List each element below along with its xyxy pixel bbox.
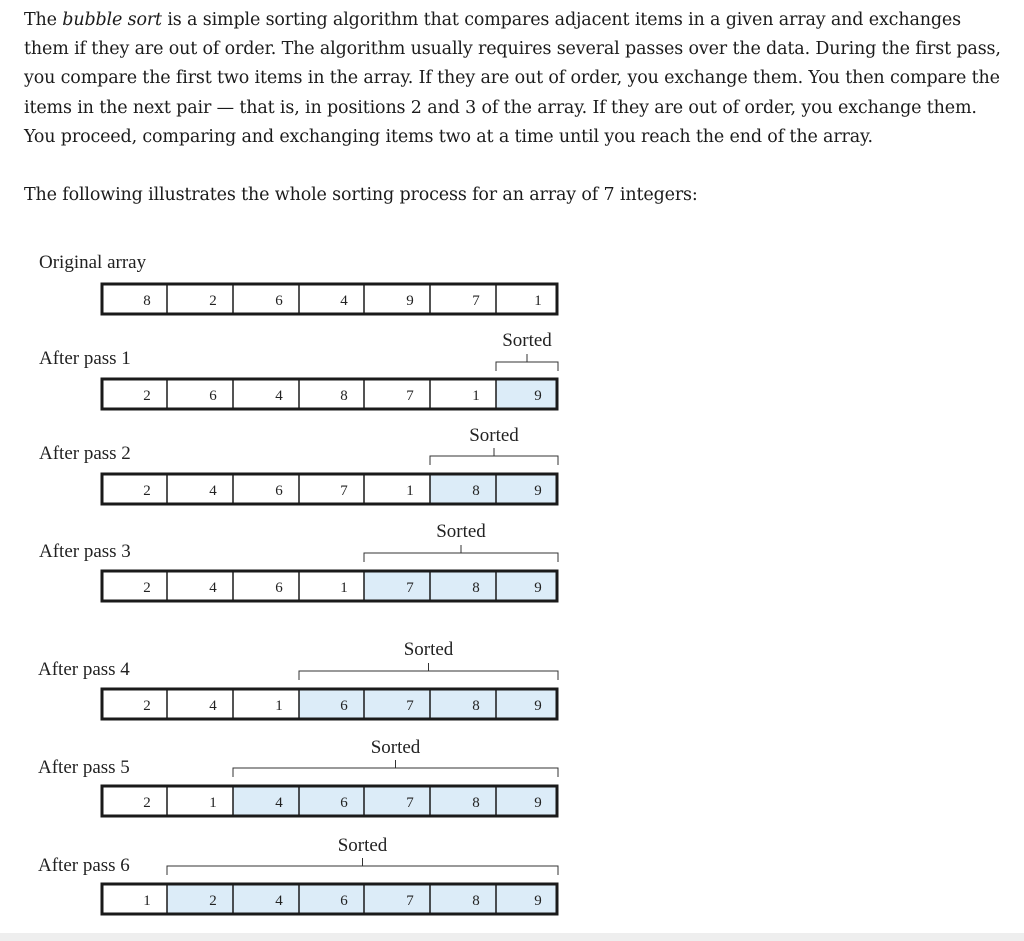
sorted-cell bbox=[233, 785, 299, 817]
cell-value: 1 bbox=[143, 893, 151, 909]
sorted-cell bbox=[233, 883, 299, 915]
cell-value: 1 bbox=[472, 388, 480, 404]
cell-value: 2 bbox=[143, 388, 151, 404]
bottom-scroll-edge bbox=[0, 933, 1024, 941]
array-cell bbox=[364, 283, 430, 315]
sorted-cell bbox=[496, 688, 558, 720]
cell-value: 6 bbox=[275, 580, 283, 596]
cell-value: 4 bbox=[275, 388, 283, 404]
cell-value: 2 bbox=[143, 698, 151, 714]
cell-value: 2 bbox=[209, 293, 217, 309]
sorted-cell bbox=[430, 570, 496, 602]
bubble-sort-term: bubble sort bbox=[62, 10, 162, 30]
cell-value: 7 bbox=[472, 293, 480, 309]
cell-value: 1 bbox=[534, 293, 542, 309]
sorted-cell bbox=[299, 785, 364, 817]
cell-value: 6 bbox=[209, 388, 217, 404]
array-cell bbox=[299, 473, 364, 505]
cell-value: 6 bbox=[340, 795, 348, 811]
array-cell bbox=[496, 283, 558, 315]
cell-value: 8 bbox=[472, 698, 480, 714]
sorted-cell bbox=[430, 785, 496, 817]
array-cell bbox=[430, 378, 496, 410]
cell-value: 2 bbox=[143, 580, 151, 596]
array-cell bbox=[101, 473, 167, 505]
array-cell bbox=[364, 378, 430, 410]
sorted-label: Sorted bbox=[436, 521, 486, 542]
sorted-bracket bbox=[364, 553, 558, 562]
cell-value: 9 bbox=[406, 293, 414, 309]
array-cell bbox=[101, 785, 167, 817]
pass-label: After pass 4 bbox=[38, 659, 130, 680]
cell-value: 4 bbox=[340, 293, 348, 309]
cell-value: 7 bbox=[406, 388, 414, 404]
array-cell bbox=[364, 473, 430, 505]
cell-value: 6 bbox=[275, 293, 283, 309]
sorted-cell bbox=[496, 570, 558, 602]
cell-value: 9 bbox=[534, 483, 542, 499]
sorted-bracket bbox=[430, 456, 558, 465]
sorted-label: Sorted bbox=[502, 330, 552, 351]
array-cell bbox=[101, 378, 167, 410]
array-cell bbox=[299, 378, 364, 410]
cell-value: 9 bbox=[534, 795, 542, 811]
pass-label: After pass 3 bbox=[39, 541, 131, 562]
cell-value: 1 bbox=[406, 483, 414, 499]
sorted-cell bbox=[364, 570, 430, 602]
cell-value: 7 bbox=[406, 795, 414, 811]
sorted-cell bbox=[430, 883, 496, 915]
array-cell bbox=[101, 883, 167, 915]
pass-label: After pass 2 bbox=[39, 443, 131, 464]
cell-value: 1 bbox=[340, 580, 348, 596]
cell-value: 8 bbox=[472, 483, 480, 499]
sorted-cell bbox=[364, 883, 430, 915]
sorted-label: Sorted bbox=[403, 639, 454, 660]
cell-value: 4 bbox=[209, 580, 217, 596]
array-cell bbox=[299, 570, 364, 602]
pass-label: Original array bbox=[39, 252, 147, 273]
cell-value: 4 bbox=[275, 893, 283, 909]
sorted-cell bbox=[167, 883, 233, 915]
sorted-cell bbox=[496, 785, 558, 817]
intro-text-rest: is a simple sorting algorithm that compares adjacent items in a given array and exchanges them if they are out of order. The algorithm usually requires several passes over the data. During the first pass, you compare the first two items in the array. If they are out of order, you exchange them. You then compare the items in the next pair — that is, in positions 2 and 3 of the array. If they are out of order, you exchange them. You proceed, comparing and exchanging items two at a time until you reach the end of the array. bbox=[24, 10, 1001, 147]
sorted-cell bbox=[496, 378, 558, 410]
cell-value: 8 bbox=[340, 388, 348, 404]
array-cell bbox=[167, 283, 233, 315]
array-cell bbox=[299, 283, 364, 315]
cell-value: 4 bbox=[275, 795, 283, 811]
cell-value: 2 bbox=[143, 795, 151, 811]
array-cell bbox=[233, 570, 299, 602]
array-cell bbox=[167, 473, 233, 505]
array-cell bbox=[101, 570, 167, 602]
sorted-label: Sorted bbox=[337, 835, 388, 856]
cell-value: 8 bbox=[472, 795, 480, 811]
array-cell bbox=[233, 688, 299, 720]
cell-value: 9 bbox=[534, 893, 542, 909]
cell-value: 7 bbox=[406, 580, 414, 596]
sorted-bracket bbox=[167, 866, 558, 875]
sorted-cell bbox=[430, 473, 496, 505]
sorted-bracket bbox=[496, 362, 558, 371]
cell-value: 9 bbox=[534, 580, 542, 596]
cell-value: 4 bbox=[209, 483, 217, 499]
cell-value: 7 bbox=[406, 698, 414, 714]
cell-value: 9 bbox=[534, 698, 542, 714]
sorted-bracket bbox=[233, 768, 558, 777]
cell-value: 7 bbox=[406, 893, 414, 909]
sorted-cell bbox=[299, 688, 364, 720]
sorted-cell bbox=[496, 473, 558, 505]
array-cell bbox=[167, 570, 233, 602]
sorted-cell bbox=[299, 883, 364, 915]
array-cell bbox=[167, 378, 233, 410]
sorted-cell bbox=[496, 883, 558, 915]
array-cell bbox=[233, 283, 299, 315]
pass-label: After pass 5 bbox=[38, 757, 130, 778]
intro-text-start: The bbox=[24, 10, 63, 30]
cell-value: 2 bbox=[143, 483, 151, 499]
sorted-cell bbox=[364, 785, 430, 817]
cell-value: 6 bbox=[275, 483, 283, 499]
cell-value: 1 bbox=[275, 698, 283, 714]
cell-value: 6 bbox=[340, 893, 348, 909]
lead-sentence: The following illustrates the whole sorting process for an array of 7 integers: bbox=[24, 185, 698, 205]
array-cell bbox=[101, 283, 167, 315]
cell-value: 8 bbox=[472, 893, 480, 909]
sorted-cell bbox=[430, 688, 496, 720]
sorted-label: Sorted bbox=[469, 425, 519, 446]
pass-label: After pass 6 bbox=[38, 855, 130, 876]
array-cell bbox=[167, 785, 233, 817]
cell-value: 8 bbox=[143, 293, 151, 309]
sorted-cell bbox=[364, 688, 430, 720]
array-cell bbox=[233, 473, 299, 505]
cell-value: 2 bbox=[209, 893, 217, 909]
sorted-label: Sorted bbox=[370, 737, 421, 758]
array-cell bbox=[233, 378, 299, 410]
array-cell bbox=[101, 688, 167, 720]
array-cell bbox=[167, 688, 233, 720]
cell-value: 9 bbox=[534, 388, 542, 404]
cell-value: 6 bbox=[340, 698, 348, 714]
cell-value: 8 bbox=[472, 580, 480, 596]
cell-value: 7 bbox=[340, 483, 348, 499]
cell-value: 1 bbox=[209, 795, 217, 811]
pass-label: After pass 1 bbox=[39, 348, 131, 369]
sorted-bracket bbox=[299, 671, 558, 680]
cell-value: 4 bbox=[209, 698, 217, 714]
array-cell bbox=[430, 283, 496, 315]
